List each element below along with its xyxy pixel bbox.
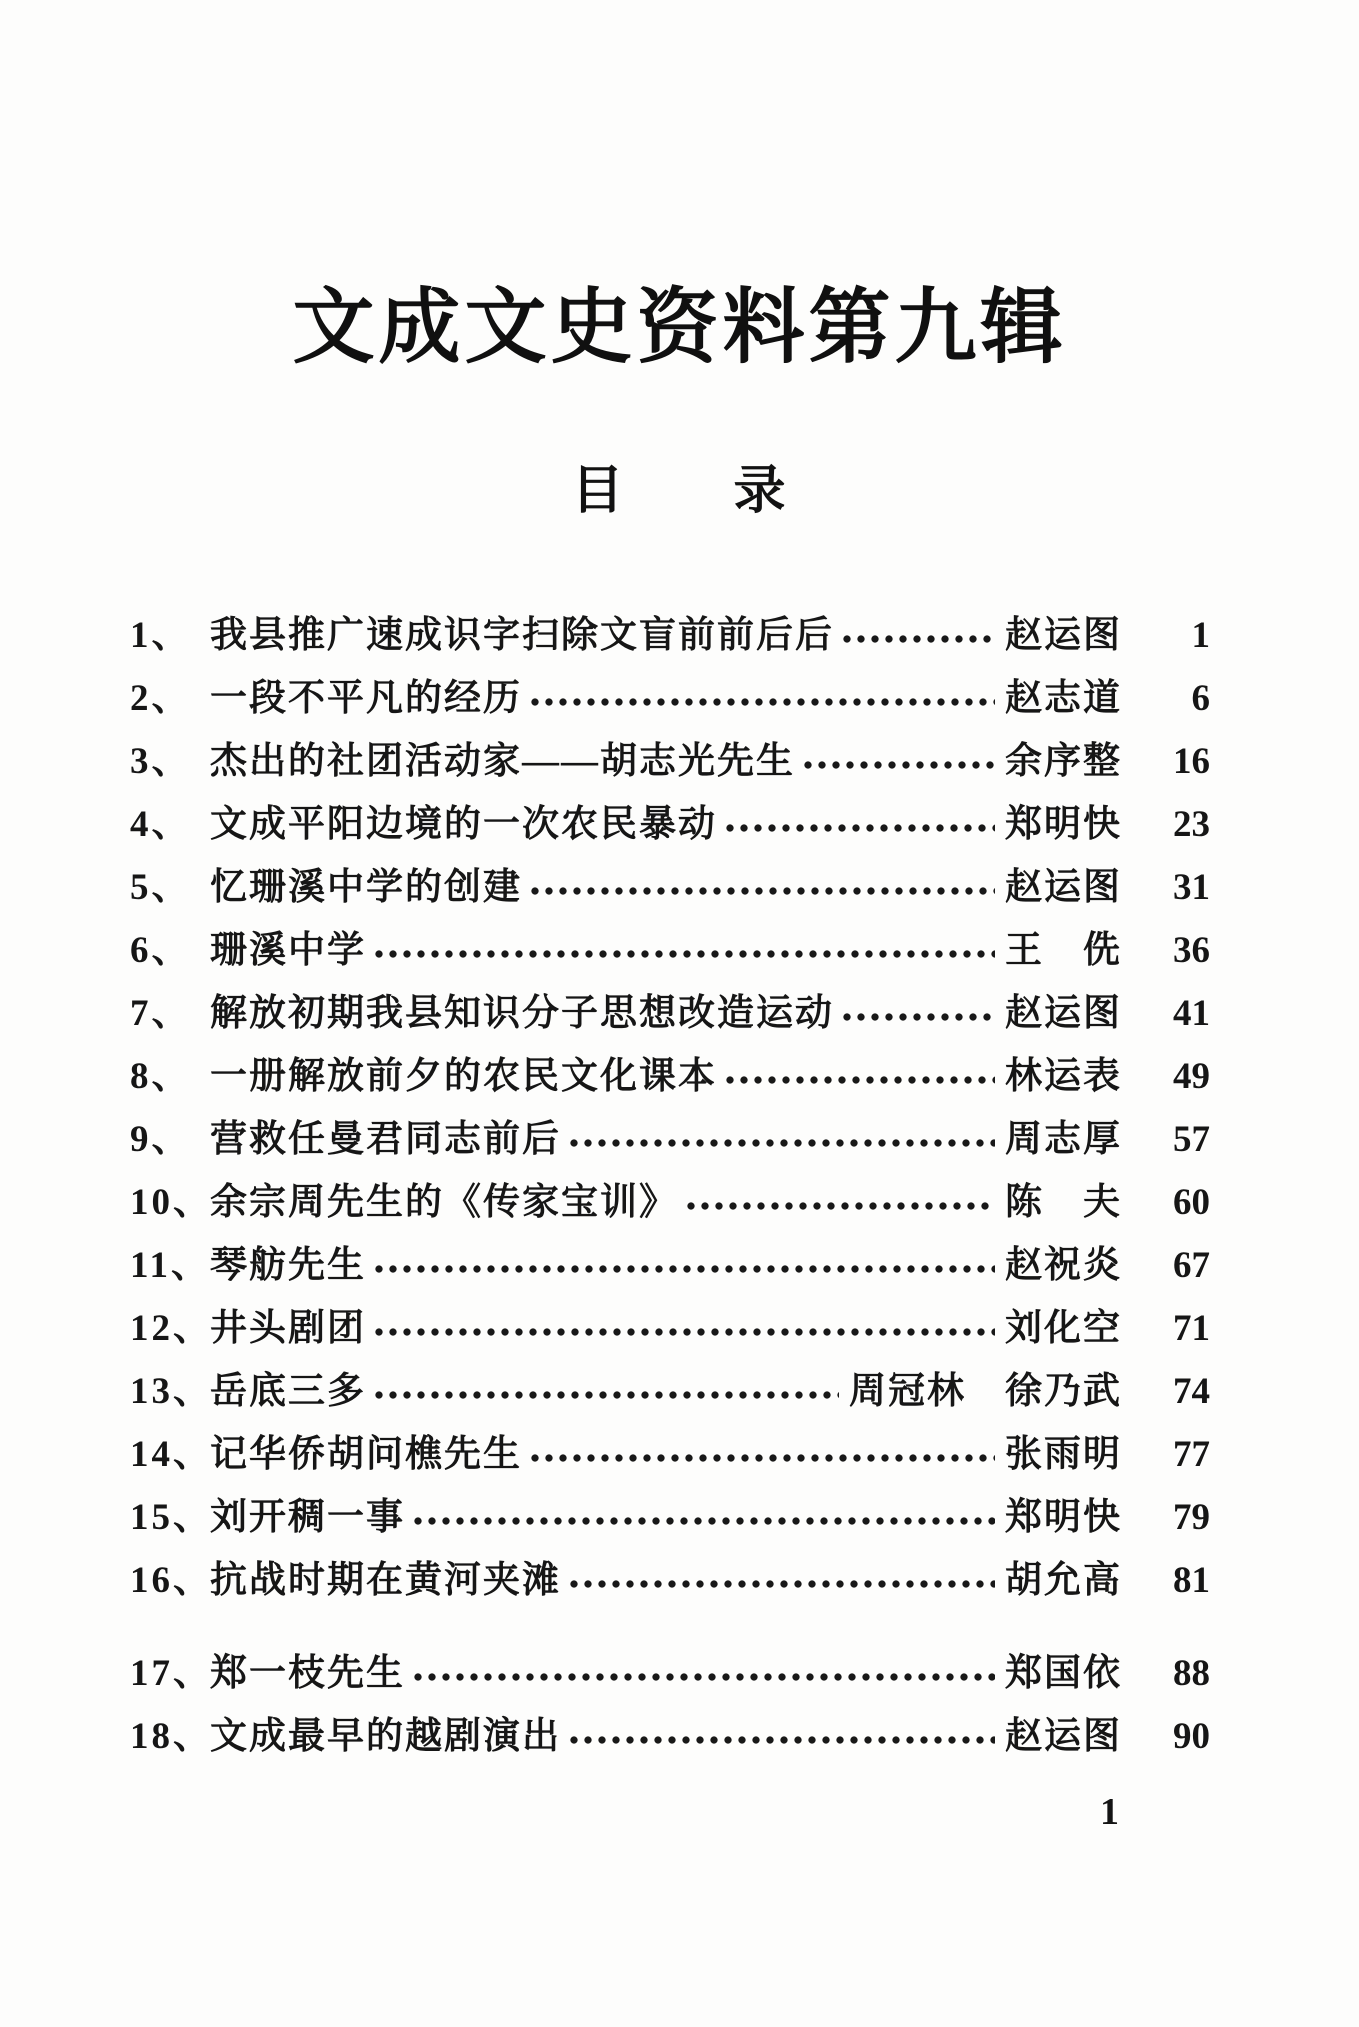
entry-page: 81 (1173, 1560, 1210, 1601)
dot-leader (565, 1108, 995, 1171)
entry-page: 16 (1173, 741, 1210, 782)
entry-page: 23 (1173, 804, 1210, 845)
entry-number: 5、 (130, 867, 192, 908)
entry-title: 井头剧团 (210, 1308, 366, 1349)
entry-title: 营救任曼君同志前后 (210, 1119, 561, 1160)
entry-author: 郑国依 (1005, 1653, 1122, 1694)
toc-entry (130, 856, 1210, 919)
dot-leader (370, 1360, 839, 1423)
dot-leader (565, 1549, 995, 1612)
entry-number: 9、 (130, 1119, 192, 1160)
entry-author: 赵祝炎 (1005, 1245, 1122, 1286)
dot-leader (682, 1171, 995, 1234)
entry-page: 71 (1173, 1308, 1210, 1349)
entry-author: 赵志道 (1005, 678, 1122, 719)
entry-page: 74 (1173, 1371, 1210, 1412)
entry-title: 琴舫先生 (210, 1245, 366, 1286)
dot-leader (838, 982, 995, 1045)
entry-author: 刘化空 (1005, 1308, 1122, 1349)
entry-page: 57 (1173, 1119, 1210, 1160)
toc-entry (130, 1423, 1210, 1486)
entry-page: 79 (1173, 1497, 1210, 1538)
footer-page-number: 1 (1100, 1791, 1119, 1833)
entry-number: 17、 (130, 1653, 213, 1694)
entry-author: 郑明快 (1005, 804, 1122, 845)
entry-title: 抗战时期在黄河夹滩 (210, 1560, 561, 1601)
entry-author: 郑明快 (1005, 1497, 1122, 1538)
entry-page: 77 (1173, 1434, 1210, 1475)
dot-leader (799, 730, 995, 793)
entry-page: 67 (1173, 1245, 1210, 1286)
entry-title: 刘开稠一事 (210, 1497, 405, 1538)
entry-author: 赵运图 (1005, 867, 1122, 908)
entry-author: 王 侁 (1005, 930, 1122, 971)
entry-author: 余序整 (1005, 741, 1122, 782)
entry-number: 16、 (130, 1560, 213, 1601)
entry-page: 31 (1173, 867, 1210, 908)
entry-number: 18、 (130, 1716, 213, 1757)
dot-leader (370, 919, 995, 982)
entry-page: 36 (1173, 930, 1210, 971)
entry-number: 15、 (130, 1497, 213, 1538)
entry-title: 珊溪中学 (210, 930, 366, 971)
entry-title: 文成最早的越剧演出 (210, 1716, 561, 1757)
entry-title: 忆珊溪中学的创建 (210, 867, 522, 908)
toc-entry (130, 982, 1210, 1045)
entry-author: 赵运图 (1005, 1716, 1122, 1757)
entry-title: 杰出的社团活动家——胡志光先生 (210, 741, 795, 782)
toc-entry (130, 1642, 1210, 1705)
toc-entry (130, 667, 1210, 730)
toc-entry (130, 793, 1210, 856)
entry-title: 文成平阳边境的一次农民暴动 (210, 804, 717, 845)
entry-author: 陈 夫 (1005, 1182, 1122, 1223)
entry-number: 10、 (130, 1182, 213, 1223)
dot-leader (409, 1486, 995, 1549)
toc-entry (130, 730, 1210, 793)
toc-entry (130, 1549, 1210, 1612)
entry-number: 4、 (130, 804, 192, 845)
entry-page: 6 (1191, 678, 1210, 719)
entry-title: 解放初期我县知识分子思想改造运动 (210, 993, 834, 1034)
dot-leader (526, 856, 995, 919)
toc-entry (130, 1486, 1210, 1549)
entry-author: 周冠林 徐乃武 (849, 1371, 1122, 1412)
dot-leader (721, 793, 995, 856)
entry-author: 赵运图 (1005, 993, 1122, 1034)
entry-number: 3、 (130, 741, 192, 782)
entry-page: 88 (1173, 1653, 1210, 1694)
entry-author: 胡允高 (1005, 1560, 1122, 1601)
dot-leader (721, 1045, 995, 1108)
entry-number: 11、 (130, 1245, 211, 1286)
entry-page: 60 (1173, 1182, 1210, 1223)
toc-entry (130, 919, 1210, 982)
dot-leader (565, 1705, 995, 1768)
dot-leader (370, 1297, 995, 1360)
entry-title: 一段不平凡的经历 (210, 678, 522, 719)
toc-entry (130, 1108, 1210, 1171)
entry-author: 周志厚 (1005, 1119, 1122, 1160)
entry-title: 郑一枝先生 (210, 1653, 405, 1694)
entry-number: 13、 (130, 1371, 213, 1412)
dot-leader (409, 1642, 995, 1705)
entry-title: 一册解放前夕的农民文化课本 (210, 1056, 717, 1097)
toc-entry (130, 1234, 1210, 1297)
entry-title: 我县推广速成识字扫除文盲前前后后 (210, 615, 834, 656)
entry-author: 林运表 (1005, 1056, 1122, 1097)
entry-title: 记华侨胡问樵先生 (210, 1434, 522, 1475)
entry-number: 7、 (130, 993, 192, 1034)
toc-entry (130, 1705, 1210, 1768)
toc-entry (130, 1360, 1210, 1423)
dot-leader (526, 1423, 995, 1486)
entry-number: 1、 (130, 615, 192, 656)
toc-entry (130, 1045, 1210, 1108)
toc-list (130, 604, 1210, 1768)
dot-leader (370, 1234, 995, 1297)
entry-page: 1 (1191, 615, 1210, 656)
entry-number: 14、 (130, 1434, 213, 1475)
entry-number: 2、 (130, 678, 192, 719)
toc-heading: 目 录 (571, 463, 788, 520)
dot-leader (526, 667, 995, 730)
entry-page: 41 (1173, 993, 1210, 1034)
entry-author: 张雨明 (1005, 1434, 1122, 1475)
dot-leader (838, 604, 995, 667)
entry-number: 6、 (130, 930, 192, 971)
entry-author: 赵运图 (1005, 615, 1122, 656)
toc-entry (130, 1171, 1210, 1234)
entry-title: 余宗周先生的《传家宝训》 (210, 1182, 678, 1223)
entry-number: 12、 (130, 1308, 213, 1349)
page-title: 文成文史资料第九辑 (292, 282, 1067, 373)
toc-entry (130, 1297, 1210, 1360)
entry-number: 8、 (130, 1056, 192, 1097)
entry-page: 90 (1173, 1716, 1210, 1757)
entry-page: 49 (1173, 1056, 1210, 1097)
entry-title: 岳底三多 (210, 1371, 366, 1412)
toc-entry (130, 604, 1210, 667)
